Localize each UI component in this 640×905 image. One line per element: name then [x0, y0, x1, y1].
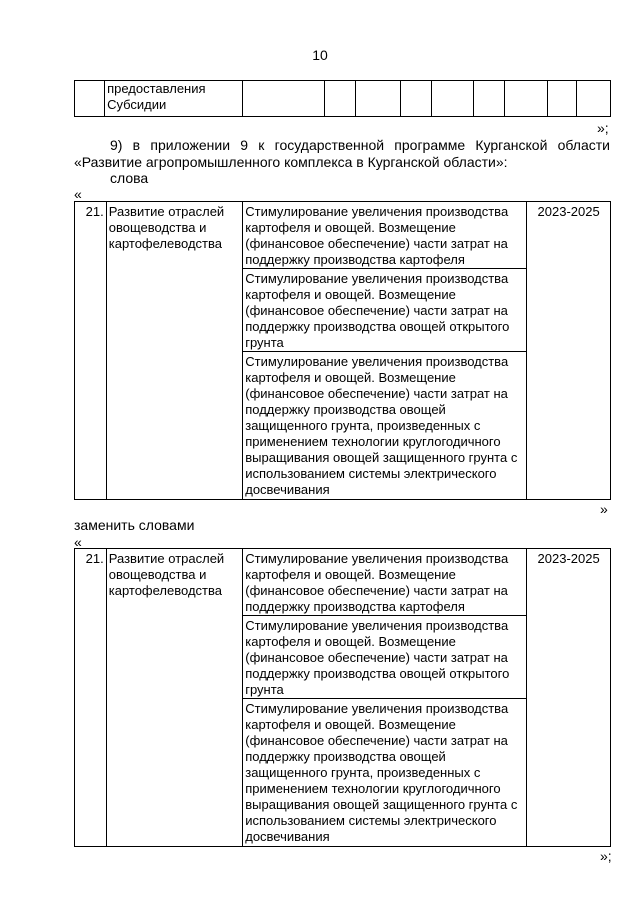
table-cell: предоставления Субсидии [105, 81, 243, 117]
item-text-line-1: 9) в приложении 9 к государственной программе Курганской области [110, 137, 610, 153]
measure-cell: Стимулирование увеличения производства картофеля и овощей. Возмещение (финансовое обеспечение) части затрат на поддержку производства овощей защищенного грунта, произведенных с применением технологии круглогодичного выращивания овощей защищенного грунта с использованием системы электрического досвечивания [243, 699, 527, 847]
closing-quote: » [600, 501, 608, 517]
new-table [74, 548, 611, 847]
measure-cell: Стимулирование увеличения производства картофеля и овощей. Возмещение (финансовое обеспечение) части затрат на поддержку производства картофеля [243, 549, 527, 616]
opening-quote: « [74, 186, 82, 202]
opening-quote: « [74, 534, 82, 550]
measure-cell: Стимулирование увеличения производства картофеля и овощей. Возмещение (финансовое обеспечение) части затрат на поддержку производства овощей защищенного грунта, произведенных с применением технологии круглогодичного выращивания овощей защищенного грунта с использованием системы электрического досвечивания [243, 352, 527, 500]
closing-quote: »; [600, 848, 612, 864]
table-row [75, 549, 611, 616]
period-cell: 2023-2025 [527, 549, 611, 847]
replace-text: заменить словами [74, 517, 195, 533]
period-cell: 2023-2025 [527, 202, 611, 500]
item-text-line-3: слова [110, 170, 149, 186]
page-number: 10 [312, 47, 328, 63]
measure-cell: Стимулирование увеличения производства картофеля и овощей. Возмещение (финансовое обеспечение) части затрат на поддержку производства картофеля [243, 202, 527, 269]
row-number: 21. [75, 202, 107, 500]
continuation-table [74, 80, 611, 117]
old-table [74, 201, 611, 500]
table-row [75, 81, 611, 117]
item-text-line-2: «Развитие агропромышленного комплекса в Курганской области»: [74, 154, 508, 170]
direction-name: Развитие отраслей овощеводства и картофелеводства [106, 202, 242, 500]
measure-cell: Стимулирование увеличения производства картофеля и овощей. Возмещение (финансовое обеспечение) части затрат на поддержку производства овощей открытого грунта [243, 616, 527, 699]
measure-cell: Стимулирование увеличения производства картофеля и овощей. Возмещение (финансовое обеспечение) части затрат на поддержку производства овощей открытого грунта [243, 269, 527, 352]
closing-quote: »; [597, 120, 609, 136]
table-row [75, 202, 611, 269]
row-number: 21. [75, 549, 107, 847]
direction-name: Развитие отраслей овощеводства и картофелеводства [106, 549, 242, 847]
